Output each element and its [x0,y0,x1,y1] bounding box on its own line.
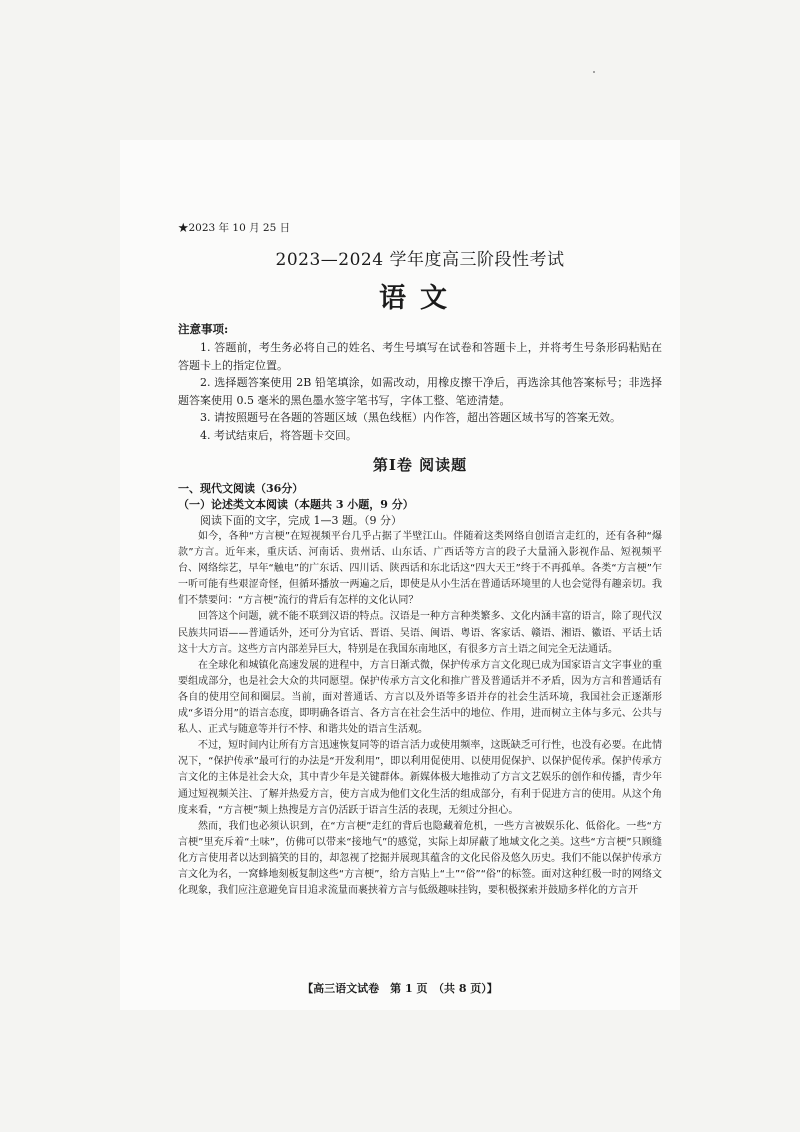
passage-paragraph: 如今，各种“方言梗”在短视频平台几乎占据了半壁江山。伴随着这类网络自创语言走红的，还有各种“爆款”方言。近年来，重庆话、河南话、贵州话、山东话、广西话等方言的段子大量涌入影视作品、短视频平台、网络综艺，早年“触电”的广东话、四川话、陕西话和东北话这“四大天王”终于不再孤单。各类“方言梗”乍一听可能有些艰涩奇怪，但循环播放一两遍之后，即使是从小生活在普通话环境里的人也会觉得有趣亲切。我们不禁要问：“方言梗”流行的背后有怎样的文化认同？ [178,531,662,607]
exam-date: ★2023 年 10 月 25 日 [178,222,291,234]
notice-title: 注意事项: [178,322,229,336]
notice-item: 1. 答题前，考生务必将自己的姓名、考生号填写在试卷和答题卡上，并将考生号条形码粘贴在答题卡上的指定位置。 [178,341,662,372]
subject-title: 语文 [379,283,461,314]
page-footer: 【高三语文试卷 第 1 页 （共 8 页）】 [302,982,498,995]
notice-item: 2. 选择题答案使用 2B 铅笔填涂，如需改动，用橡皮擦干净后，再选涂其他答案标号；非选择题答案使用 0.5 毫米的黑色墨水签字笔书写，字体工整、笔迹清楚。 [178,376,662,407]
passage-paragraph: 然而，我们也必须认识到，在“方言梗”走红的背后也隐藏着危机，一些方言被娱乐化、低俗化。一些“方言梗”里充斥着“土味”，仿佛可以带来“接地气”的感觉，实际上却屏蔽了地域文化之美。这些“方言梗”只顾缝化方言使用者以达到搞笑的目的，却忽视了挖掘并展现其蕴含的文化民俗及悠久历史。我们不能以保护传承方言文化为名，一窝蜂地刻板复制这些“方言梗”，给方言贴上“土”“俗”“俗”的标签。面对这种红极一时的网络文化现象，我们应注意避免盲目追求流量而裹挟着方言与低级趣味挂钩，要积极探索并鼓励多样化的方言开 [178,820,662,897]
notice-item: 3. 请按照题号在各题的答题区域（黑色线框）内作答，超出答题区域书写的答案无效。 [200,411,621,424]
exam-title: 2023—2024 学年度高三阶段性考试 [275,250,565,270]
passage-paragraph: 在全球化和城镇化高速发展的进程中，方言日渐式微，保护传承方言文化现已成为国家语言文字事业的重要组成部分，也是社会大众的共同愿望。保护传承方言文化和推广普及普通话并不矛盾，因为方言和普通话有各自的使用空间和圈层。当前，面对普通话、方言以及外语等多语并存的社会生活环境，我国社会正逐渐形成“多语分用”的语言态度，即明确各语言、各方言在社会生活中的地位、作用，进而树立主体与多元、公共与私人、正式与随意等并行不悖、和谐共处的语言生活观。 [178,659,662,736]
section-title: 第Ⅰ卷 阅读题 [372,456,468,474]
reading-instruction: 阅读下面的文字，完成 1—3 题。（9 分） [200,514,402,527]
passage-paragraph: 不过，短时间内让所有方言迅速恢复同等的语言活力或使用频率，这既缺乏可行性，也没有必要。在此情况下，“保护传承”最可行的办法是“开发利用”，即以利用促使用、以使用促保护、以保护促传承。保护传承方言文化的主体是社会大众，其中青少年是关键群体。新媒体极大地推动了方言文艺娱乐的创作和传播，青少年通过短视频关注、了解并热爱方言，使方言成为他们文化生活的组成部分，有利于促进方言的使用。从这个角度来看，“方言梗”频上热搜是方言仍活跃于语言生活的表现，无须过分担心。 [178,740,662,816]
speck [593,71,595,73]
notice-item: 4. 考试结束后，将答题卡交回。 [200,428,357,442]
passage-paragraph: 回答这个问题，就不能不联到汉语的特点。汉语是一种方言种类繁多、文化内涵丰富的语言，除了现代汉民族共同语——普通话外，还可分为官话、晋语、吴语、闽语、粤语、客家话、赣语、湘语、徽语、平话土话这十大方言。这些方言内部差异巨大，特别是在我国东南地区，有很多方言土语之间完全无法通话。 [178,611,662,655]
page-content [178,220,662,899]
part-heading: 一、现代文阅读（36分） [178,482,304,495]
sub-heading: （一）论述类文本阅读（本题共 3 小题，9 分） [178,498,414,511]
